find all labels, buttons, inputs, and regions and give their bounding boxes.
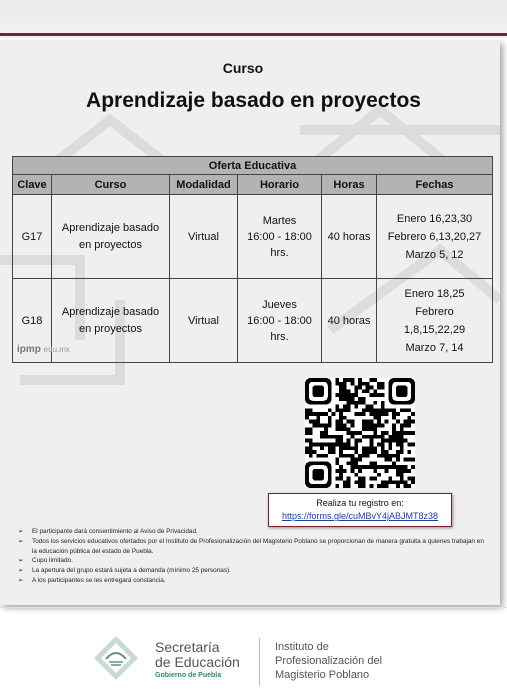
notes-list: [18, 527, 488, 586]
watermark-brand: ipmp: [17, 344, 41, 355]
column-header-fechas: Fechas: [377, 175, 493, 195]
fechas-cell: [377, 279, 493, 363]
fechas-line: Marzo 7, 14: [405, 341, 464, 354]
fechas-line: Febrero: [415, 305, 454, 318]
horas-cell: 40 horas: [322, 195, 377, 279]
horario-line: Martes: [262, 214, 297, 227]
footer-divider: [0, 607, 507, 608]
accent-stripe: [0, 33, 507, 36]
arrow-bullet-icon: ➢: [18, 576, 24, 584]
note-text: Cupo limitado.: [32, 557, 73, 565]
column-header-curso: Curso: [52, 175, 170, 195]
horario-cell: [238, 195, 322, 279]
fechas-line: 1,8,15,22,29: [403, 323, 466, 336]
arrow-bullet-icon: ➢: [18, 567, 24, 575]
curso-line: en proyectos: [79, 322, 142, 335]
fechas-line: Febrero 6,13,20,27: [387, 230, 482, 243]
table-caption: Oferta Educativa: [13, 157, 493, 175]
curso-line: Aprendizaje basado: [61, 221, 160, 234]
fechas-line: Marzo 5, 12: [405, 248, 464, 261]
instituto-line: Profesionalización del: [275, 655, 383, 667]
offer-table: [12, 156, 493, 363]
instituto-line: Magisterio Poblano: [275, 669, 370, 681]
horario-line: 16:00 - 18:00: [247, 230, 312, 243]
list-item: [18, 537, 488, 557]
horas-cell: 40 horas: [322, 279, 377, 363]
registration-box: [268, 493, 452, 527]
modalidad-cell: Virtual: [170, 195, 238, 279]
fechas-cell: [377, 195, 493, 279]
secretaria-line: de Educación: [155, 654, 240, 670]
footer-separator: [259, 638, 260, 686]
curso-line: en proyectos: [79, 238, 142, 251]
horario-line: hrs.: [270, 330, 289, 343]
course-kicker: Curso: [222, 60, 264, 76]
arrow-bullet-icon: ➢: [18, 537, 24, 545]
secretaria-line: Secretaría: [155, 639, 220, 655]
column-header-modalidad: Modalidad: [170, 175, 238, 195]
curso-line: Aprendizaje basado: [61, 305, 160, 318]
note-text: La apertura del grupo estará sujeta a demanda (mínimo 25 personas).: [32, 567, 231, 575]
watermark-suffix: edu.mx: [43, 345, 70, 354]
list-item: [18, 566, 488, 576]
clave-cell: G18: [13, 279, 52, 363]
secretaria-educacion-logo-icon: [93, 635, 139, 681]
horario-line: Jueves: [262, 298, 297, 311]
registration-label: Realiza tu registro en:: [316, 498, 404, 508]
registration-link[interactable]: https://forms.gle/cuMBvY4jABJMT8z38: [281, 511, 439, 521]
list-item: [18, 556, 488, 566]
horario-cell: [238, 279, 322, 363]
note-text: El participante dará consentimiento al Aviso de Privacidad.: [32, 528, 198, 535]
column-header-horas: Horas: [322, 175, 377, 195]
ipmp-watermark: [17, 344, 70, 355]
curso-cell: [52, 195, 170, 279]
note-text: Todos los servicios educativos ofertados por el Instituto de Profesionalización del Magisterio Poblano se proporcionan de manera gratuita a quienes trabajan en la educación pública del estado de Puebla.: [32, 537, 484, 555]
instituto-name: [275, 640, 382, 682]
qr-code-icon[interactable]: [305, 378, 415, 488]
note-text: A los participantes se les entregará constancia.: [32, 576, 166, 584]
secretaria-name: [155, 640, 240, 670]
modalidad-cell: Virtual: [170, 279, 238, 363]
arrow-bullet-icon: ➢: [18, 557, 24, 565]
instituto-line: Instituto de: [275, 641, 329, 653]
clave-cell: G17: [13, 195, 52, 279]
horario-line: hrs.: [270, 246, 289, 259]
fechas-line: Enero 18,25: [404, 287, 465, 300]
list-item: [18, 576, 488, 586]
column-header-horario: Horario: [238, 175, 322, 195]
top-band: [0, 0, 507, 38]
list-item: [18, 527, 488, 537]
column-header-clave: Clave: [13, 175, 52, 195]
page-title: Aprendizaje basado en proyectos: [86, 89, 421, 112]
arrow-bullet-icon: ➢: [18, 528, 24, 535]
table-row: [13, 279, 493, 363]
horario-line: 16:00 - 18:00: [247, 314, 312, 327]
gobierno-label: Gobierno de Puebla: [155, 672, 222, 679]
table-row: [13, 195, 493, 279]
fechas-line: Enero 16,23,30: [396, 212, 473, 225]
